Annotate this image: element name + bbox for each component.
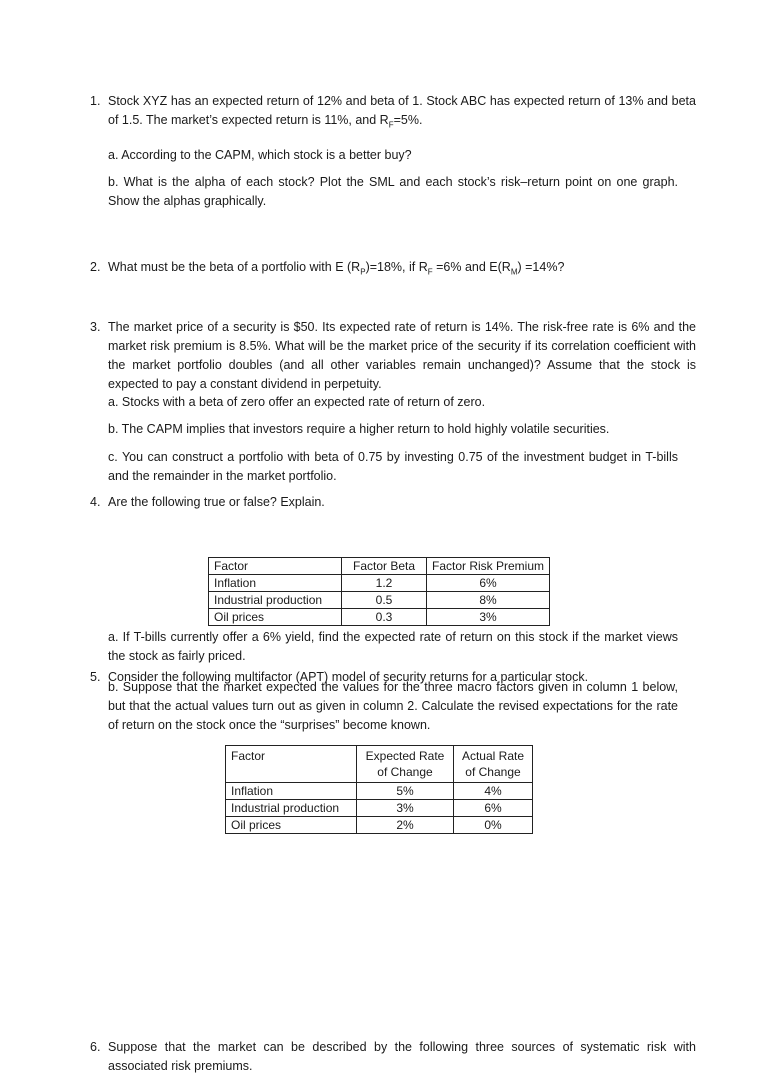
header-actual-rate: Actual Rate of Change xyxy=(454,746,533,783)
cell-beta: 0.5 xyxy=(342,592,427,609)
surprise-table xyxy=(225,745,533,834)
question-text: The market price of a security is $50. Its expected rate of return is 14%. The risk-free rate is 6% and the market risk premium is 8.5%. What will be the market price of the security if its correlation coefficient with the market portfolio doubles (and all other variables remain unchanged)? Assume that the stock is expected to pay a constant dividend in perpetuity. xyxy=(108,320,696,391)
question-3 xyxy=(90,318,696,394)
question-text: =6% and E(R xyxy=(432,260,511,274)
question-1b xyxy=(90,173,678,211)
cell-factor: Inflation xyxy=(209,575,342,592)
cell-premium: 8% xyxy=(427,592,550,609)
header-factor-beta: Factor Beta xyxy=(342,558,427,575)
cell-premium: 3% xyxy=(427,609,550,626)
question-number: 3. xyxy=(90,320,101,334)
question-4 xyxy=(90,493,696,512)
question-1 xyxy=(90,92,696,130)
cell-factor: Inflation xyxy=(226,783,357,800)
subscript: F xyxy=(388,120,394,130)
question-number: 2. xyxy=(90,260,101,274)
question-5a xyxy=(90,628,678,666)
question-4c-text: c. You can construct a portfolio with beta of 0.75 by investing 0.75 of the investment budget in T-bills and the remainder in the market portfolio. xyxy=(108,450,678,483)
cell-actual: 0% xyxy=(454,817,533,834)
question-5b-text: b. Suppose that the market expected the values for the three macro factors given in column 1 below, but that the actual values turn out as given in column 2. Calculate the revised expectations for the rate of return on the stock once the “surprises” become known. xyxy=(108,680,678,732)
question-4b: b. The CAPM implies that investors require a higher return to hold highly volatile securities. xyxy=(108,422,610,436)
question-text: Suppose that the market can be described by the following three sources of systematic risk with associated risk premiums. xyxy=(108,1040,696,1073)
question-1a: a. According to the CAPM, which stock is a better buy? xyxy=(108,148,412,162)
question-number: 4. xyxy=(90,495,101,509)
question-number: 6. xyxy=(90,1040,101,1054)
cell-factor: Industrial production xyxy=(226,800,357,817)
table-row xyxy=(209,575,550,592)
question-number: 5. xyxy=(90,670,101,684)
cell-factor: Oil prices xyxy=(209,609,342,626)
table-row xyxy=(226,783,533,800)
question-text: What must be the beta of a portfolio with E (R xyxy=(108,260,361,274)
header-factor-risk-premium: Factor Risk Premium xyxy=(427,558,550,575)
question-1b-text: b. What is the alpha of each stock? Plot the SML and each stock’s risk–return point on one graph. Show the alphas graphically. xyxy=(108,175,678,208)
question-number: 1. xyxy=(90,94,101,108)
question-5b xyxy=(90,678,678,735)
subscript: P xyxy=(360,267,366,277)
table-row xyxy=(209,609,550,626)
question-4a: a. Stocks with a beta of zero offer an expected rate of return of zero. xyxy=(108,395,486,409)
cell-expected: 5% xyxy=(357,783,454,800)
question-text: Are the following true or false? Explain. xyxy=(108,495,325,509)
cell-factor: Oil prices xyxy=(226,817,357,834)
subscript: F xyxy=(427,267,433,277)
cell-expected: 2% xyxy=(357,817,454,834)
table-row xyxy=(226,817,533,834)
header-factor: Factor xyxy=(209,558,342,575)
cell-factor: Industrial production xyxy=(209,592,342,609)
table-header-row xyxy=(226,746,533,783)
question-5a-text: a. If T-bills currently offer a 6% yield, find the expected rate of return on this stock if the market views the stock as fairly priced. xyxy=(108,630,678,663)
question-text: Stock XYZ has an expected return of 12% and beta of 1. Stock ABC has expected return of 13% and beta of 1.5. The market’s expected return is 11%, and R xyxy=(108,94,696,127)
question-2 xyxy=(90,258,696,277)
question-text: )=18%, if R xyxy=(365,260,428,274)
question-text: ) =14%? xyxy=(517,260,565,274)
question-text-tail: =5%. xyxy=(393,113,423,127)
subscript: M xyxy=(510,267,518,277)
cell-beta: 0.3 xyxy=(342,609,427,626)
table-header-row xyxy=(209,558,550,575)
header-expected-rate: Expected Rate of Change xyxy=(357,746,454,783)
cell-beta: 1.2 xyxy=(342,575,427,592)
question-text: Consider the following multifactor (APT) model of security returns for a particular stock. xyxy=(108,670,589,684)
cell-premium: 6% xyxy=(427,575,550,592)
question-4c xyxy=(90,448,678,486)
table-row xyxy=(209,592,550,609)
table-row xyxy=(226,800,533,817)
cell-actual: 4% xyxy=(454,783,533,800)
cell-actual: 6% xyxy=(454,800,533,817)
factor-beta-table xyxy=(208,557,550,626)
header-factor: Factor xyxy=(226,746,357,783)
question-6 xyxy=(90,1038,696,1076)
cell-expected: 3% xyxy=(357,800,454,817)
